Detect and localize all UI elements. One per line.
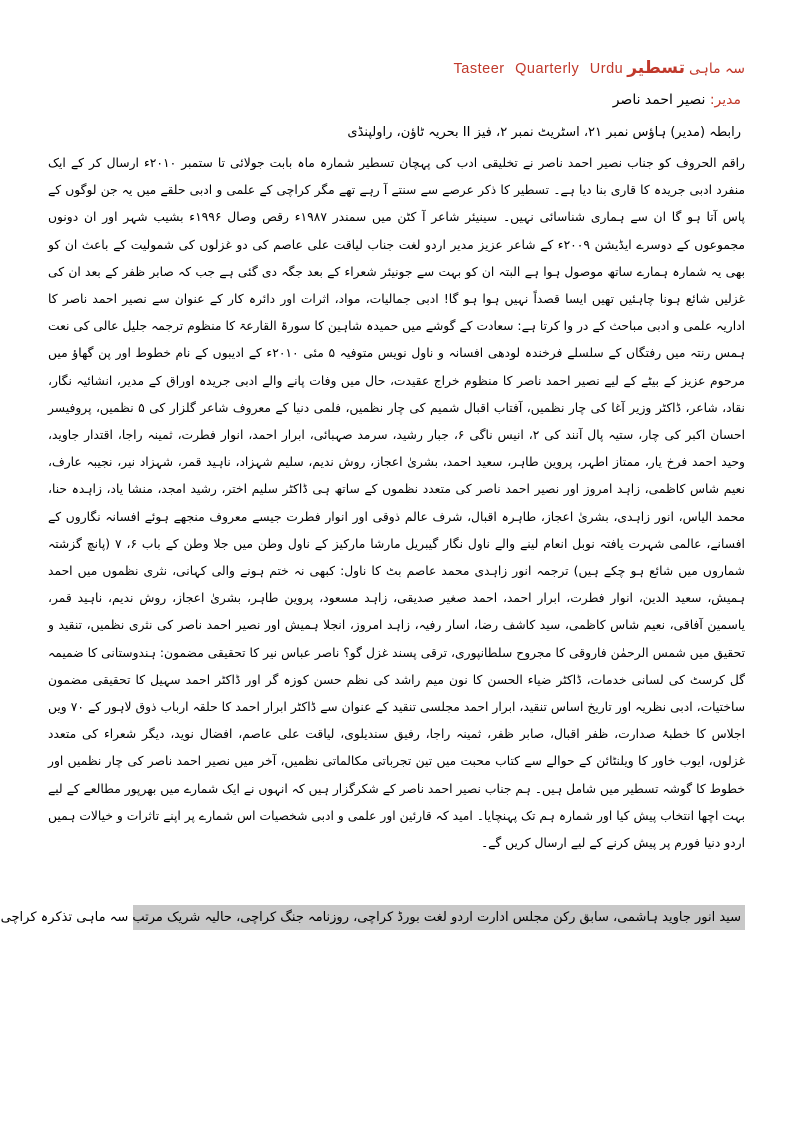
title-quarterly-urdu: سہ ماہی — [688, 61, 745, 77]
contact-address: رابطہ (مدیر) ہاؤس نمبر ۲۱، اسٹریٹ نمبر ۲، فیز II بحریہ ٹاؤن، راولپنڈی — [347, 125, 741, 140]
editor-label: مدیر: — [709, 92, 741, 108]
review-paragraph: راقم الحروف کو جناب نصیر احمد ناصر نے تخلیقی ادب کی پہچان تسطیر شمارہ ماہ بابت جولائی تا ستمبر ۲۰۱۰ء ارسال کر کے ایک منفرد ادبی جریدہ کا قاری بنا دیا ہے۔ تسطیر کا ذکر عرصے سے سنتے آ رہے تھے مگر کراچی کے علمی و ادبی حلقے میں یہ جن لوگوں کے پاس آتا ہو گا ان سے ہماری شناسائی نہیں۔ سینیئر شاعر آ کٹن میں سمندر ۱۹۸۷ء رقص وصال ۱۹۹۶ء بشیب شہر اور ان دونوں مجموعوں کے دوسرے ایڈیشن ۲۰۰۹ء کے شاعر عزیز مدیر اردو لغت جناب لیاقت علی عاصم کی دو غزلوں کی شمولیت کے باعث ان کو بھی یہ شمارہ ہمارے ساتھ موصول ہوا ہے البتہ ان کو بہت سے جونیئر شعراء کے بعد جگہ دی گئی ہے جب کہ صابر ظفر کے بعد ان کی غزلیں شائع ہونا چاہئیں تھیں ایسا قصداً نہیں ہوا ہو گا! ادبی جمالیات، مواد، اثرات اور دائرہ کار کے عنوان سے نصیر احمد ناصر کا اداریہ علمی و ادبی مباحث کے در وا کرتا ہے: سعادت کے گوشے میں حمیدہ شاہین کا سورۃ القارعۃ کا منظوم ترجمہ جلیل عالی کی نعت ہمس رنتہ میں رفتگاں کے سلسلے فرخندہ لودھی افسانہ و ناول نویس متوفیہ ۵ مئی ۲۰۱۰ء کے ادیبوں کے نام خطوط اور پن گھاؤ میں مرحوم عزیز کے بیٹے کے لیے نصیر احمد ناصر کا منظوم خراج عقیدت، حال میں وفات پانے والے ادبی جریدہ اوراق کے مدیر، انشائیہ نگار، نقاد، شاعر، ڈاکٹر وزیر آغا کی چار نظمیں، آفتاب اقبال شمیم کی چار نظمیں، فلمی دنیا کے معروف شاعر گلزار کی ۵ نظمیں، پروفیسر احسان اکبر کی چار، ستیہ پال آنند کی ۲، انیس ناگی ۶، جبار رشید، سرمد صہبائی، ابرار احمد، انوار فطرت، ثمینہ راجا، اقتدار جاوید، وحید احمد فرخ یار، ممتاز اطہر، پروین طاہر، سعید احمد، بشریٰ اعجاز، روش ندیم، سلیم شہزاد، ناہید قمر، شہزاد نیر، نجیبہ عارف، نعیم شاس کاظمی، زاہد امروز اور نصیر احمد ناصر کی متعدد نظموں کے ساتھ ہی ڈاکٹر سلیم اختر، رشید امجد، منشا یاد، زاہدہ حنا، محمد الیاس، انور زاہدی، بشریٰ اعجاز، طاہرہ اقبال، شرف عالم ذوقی اور انوار فطرت جیسے معروف منجھے ہوئے افسانہ نگاروں کے افسانے، عالمی شہرت یافتہ نوبل انعام لینے والے ناول نگار گیبریل مارشا مارکیز کے ناول وطن میں جلا وطن کے باب ۶، ۷ (پانچ گزشتہ شماروں میں شائع ہو چکے ہیں) ترجمہ انور زاہدی محمد عاصم بٹ کا ناول: کبھی نہ ختم ہونے والی کہانی، نثری نظموں میں احمد ہمیش، سعید الدین، انوار فطرت، ابرار احمد، احمد صغیر صدیقی، زاہد مسعود، پروین طاہر، بشریٰ اعجاز، روش ندیم، ناہید قمر، یاسمین آفاقی، نعیم شاس کاظمی، سید کاشف رضا، اسار رفیہ، زاہد امروز، انجلا ہمیش اور نصیر احمد ناصر کی نثری نظمیں، تنقید و تحقیق میں شمس الرحمٰن فاروقی کا مجروح سلطانپوری، ترقی پسند غزل گو؟ ناصر عباس نیر کا تحقیقی مضمون: ہندوستانی کا ضمیمہ گل کرسٹ کی لسانی خدمات، ڈاکٹر ضیاء الحسن کا نون میم راشد کی نظم حسن کوزہ گر اور ڈاکٹر احمد سہیل کا تحقیقی مضمون ساختیات، ادبی نظریہ اور تاریخ اساس تنقید، ابرار احمد مجلسی تنقید کے عنوان سے ڈاکٹر ابرار احمد کا حلقہ ارباب ذوق لاہور کے ۷۰ ویں اجلاس کا خطبۂ صدارت، ظفر اقبال، صابر ظفر، ثمینہ راجا، رفیق سندیلوی، لیاقت علی عاصم، افضال نوید، دیگر شعراء کی متعدد غزلوں، ایوب خاور کا ویلنٹائن کے حوالے سے کتاب محبت میں تین تجرباتی مکالماتی نظمیں، آخر میں نصیر احمد ناصر کی چار نظمیں اور خطوط کا گوشہ تسطیر میں شامل ہیں۔ ہم جناب نصیر احمد ناصر کے شکرگزار ہیں کہ انہوں نے ایک شمارے میں بھرپور مطالعے کے لیے بہت اچھا انتخاب پیش کیا اور شمارہ ہم تک پہنچایا۔ امید کہ قارئین اور علمی و ادبی شخصیات اس شمارے پر اپنے تاثرات و خیالات ہمیں اردو دنیا فورم پر پیش کرنے کے لیے ارسال کریں گے۔ — [48, 156, 745, 851]
editor-line — [613, 92, 741, 108]
review-body — [48, 150, 745, 857]
title-english: Tasteer Quarterly Urdu — [453, 61, 624, 77]
author-signature: سید انور جاوید ہاشمی، سابق رکن مجلس ادارت اردو لغت بورڈ کراچی، روزنامہ جنگ کراچی، حالیہ شریک مرتب سہ ماہی تذکرہ کراچی — [133, 905, 745, 930]
editor-name: نصیر احمد ناصر — [612, 92, 706, 108]
journal-title — [454, 58, 745, 82]
title-tasteer-urdu: تسطیر — [627, 58, 685, 78]
